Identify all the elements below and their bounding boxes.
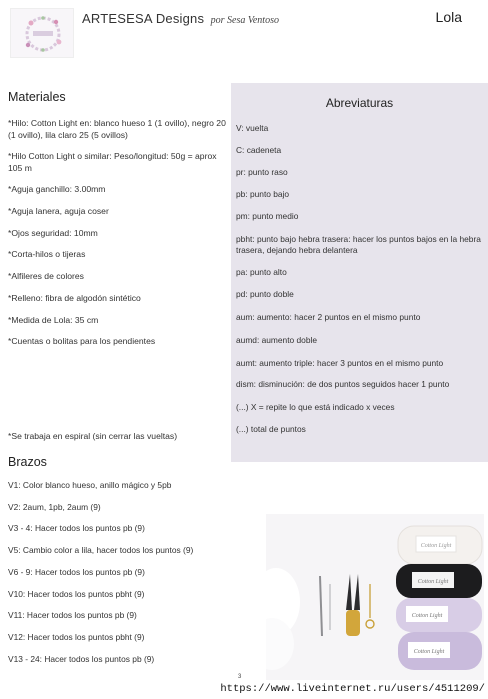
- materials-photo: [266, 514, 484, 680]
- brand-logo: [10, 8, 74, 58]
- material-item: *Hilo: Cotton Light en: blanco hueso 1 (1 ovillo), negro 20 (1 ovillo), lila claro 25 (5 ovillos): [8, 118, 226, 140]
- pattern-row: V5: Cambio color a lila, hacer todos los puntos (9): [8, 545, 194, 555]
- material-item: *Hilo Cotton Light o similar: Peso/longitud: 50g = aprox 105 m: [8, 151, 217, 173]
- material-item: *Cuentas o bolitas para los pendientes: [8, 336, 156, 347]
- arms-title: Brazos: [8, 455, 47, 469]
- materials-title: Materiales: [8, 90, 66, 104]
- pattern-row: V11: Hacer todos los puntos pb (9): [8, 610, 137, 620]
- material-item: *Ojos seguridad: 10mm: [8, 227, 98, 238]
- floral-wreath-icon: [11, 9, 74, 58]
- abbreviations-title: Abreviaturas: [325, 96, 394, 110]
- brand-main-text: ARTESESA Designs: [82, 11, 205, 26]
- pattern-row: V6 - 9: Hacer todos los puntos pb (9): [8, 567, 145, 577]
- abbreviations-panel: [231, 83, 488, 462]
- abbreviation-item: C: cadeneta: [236, 145, 282, 155]
- pattern-row: V1: Color blanco hueso, anillo mágico y 5pb: [8, 480, 172, 490]
- abbreviation-item: V: vuelta: [236, 123, 269, 133]
- abbreviation-item: dism: disminución: de dos puntos seguidos hacer 1 punto: [236, 379, 450, 389]
- abbreviation-item: pb: punto bajo: [236, 189, 290, 199]
- abbreviation-item: pr: punto raso: [236, 167, 288, 177]
- abbreviation-item: aumt: aumento triple: hacer 3 puntos en el mismo punto: [236, 358, 444, 368]
- brand-name: [82, 10, 279, 28]
- material-item: *Aguja ganchillo: 3.00mm: [8, 184, 106, 195]
- pattern-row: V10: Hacer todos los puntos pbht (9): [8, 589, 145, 599]
- abbreviation-item: aum: aumento: hacer 2 puntos en el mismo punto: [236, 312, 421, 322]
- abbreviation-item: aumd: aumento doble: [236, 335, 318, 345]
- material-item: *Relleno: fibra de algodón sintético: [8, 292, 141, 303]
- material-item: *Aguja lanera, aguja coser: [8, 206, 109, 217]
- svg-text:Cotton Light: Cotton Light: [411, 613, 443, 619]
- materials-list: [8, 118, 230, 348]
- svg-text:Cotton Light: Cotton Light: [417, 579, 449, 585]
- pattern-row: V13 - 24: Hacer todos los puntos pb (9): [8, 654, 155, 664]
- abbreviation-item: pa: punto alto: [236, 267, 287, 277]
- abbreviation-item: pd: punto doble: [236, 289, 294, 299]
- material-item: *Medida de Lola: 35 cm: [8, 314, 99, 325]
- material-item: *Alfileres de colores: [8, 271, 84, 282]
- abbreviation-item: (...) X = repite lo que está indicado x veces: [236, 402, 395, 412]
- materials-section: [8, 90, 230, 358]
- source-watermark: https://www.liveinternet.ru/users/4511209/: [220, 683, 485, 695]
- abbreviation-item: pm: punto medio: [236, 211, 299, 221]
- yarn-skein-black: [396, 564, 482, 598]
- yarn-skein-lilac-1: [396, 598, 482, 632]
- yarn-skein-lilac-2: [398, 632, 482, 670]
- yarn-skein-white: [398, 526, 482, 564]
- brand-script-text: por Sesa Ventoso: [210, 15, 279, 26]
- pattern-row: V2: 2aum, 1pb, 2aum (9): [8, 502, 101, 512]
- spiral-note: *Se trabaja en espiral (sin cerrar las vueltas): [8, 431, 178, 441]
- abbreviation-item: (...) total de puntos: [236, 424, 306, 434]
- pattern-row: V3 - 4: Hacer todos los puntos pb (9): [8, 523, 145, 533]
- abbreviation-item: pbht: punto bajo hebra trasera: hacer los puntos bajos en la hebra trasera, dejando hebra delantera: [236, 234, 481, 256]
- pattern-title: Lola: [435, 9, 462, 25]
- material-item: *Corta-hilos o tijeras: [8, 249, 86, 260]
- pattern-row: V12: Hacer todos los puntos pbht (9): [8, 632, 145, 642]
- yarn-and-tools-image: [266, 514, 484, 680]
- svg-text:Cotton Light: Cotton Light: [420, 543, 452, 549]
- svg-text:Cotton Light: Cotton Light: [413, 649, 445, 655]
- page-number: 3: [238, 674, 242, 680]
